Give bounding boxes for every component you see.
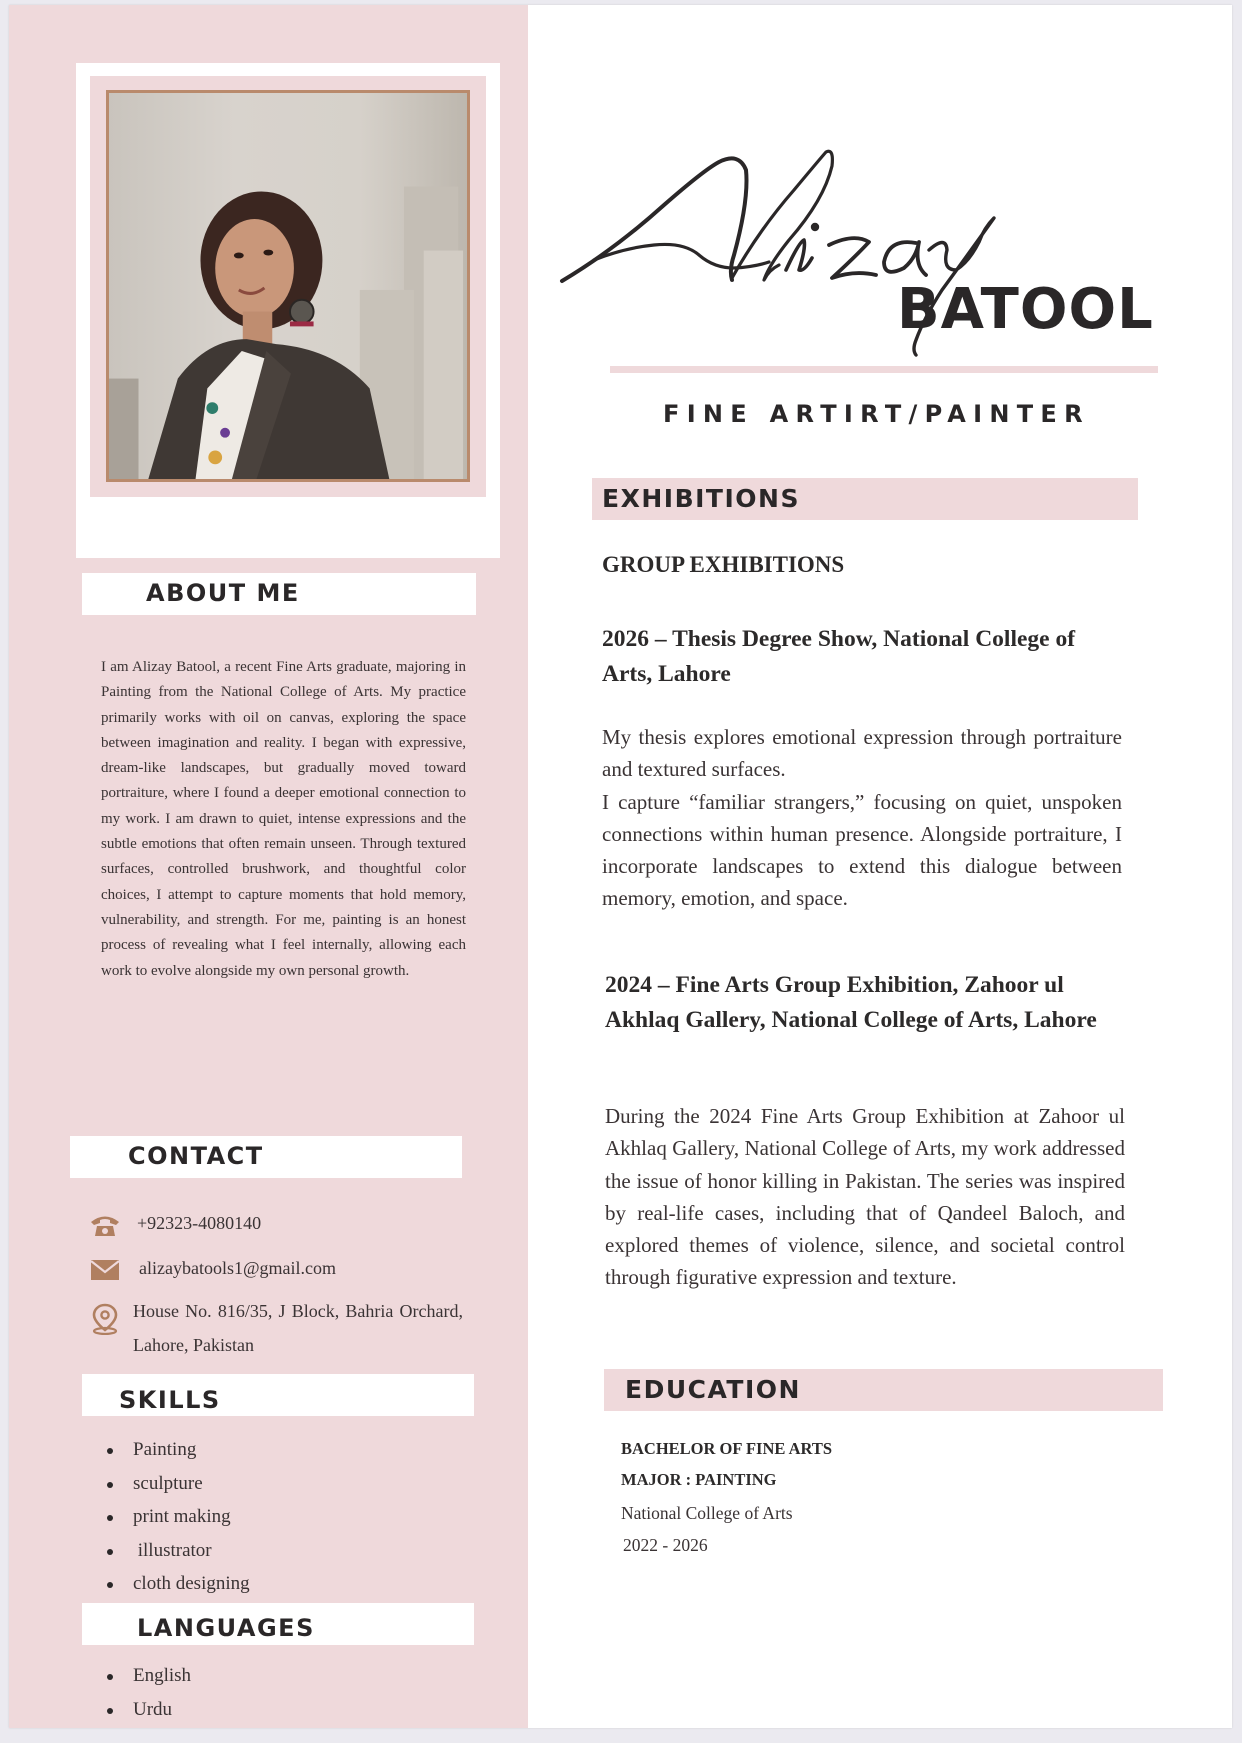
language-item: English (101, 1661, 191, 1695)
sidebar (9, 5, 528, 1728)
education-years: 2022 - 2026 (623, 1535, 708, 1555)
skill-item: sculpture (101, 1469, 250, 1503)
languages-list (101, 1661, 191, 1728)
profile-photo (106, 90, 470, 482)
job-title: FINE ARTIRT/PAINTER (663, 400, 1090, 428)
contact-title: CONTACT (128, 1142, 264, 1170)
skills-title: SKILLS (119, 1386, 221, 1414)
education-title: EDUCATION (625, 1375, 801, 1404)
contact-address (87, 1295, 472, 1362)
mail-icon (87, 1252, 123, 1280)
location-pin-icon (87, 1295, 123, 1323)
skill-item: cloth designing (101, 1569, 250, 1603)
about-me-title: ABOUT ME (146, 579, 300, 607)
skill-item: illustrator (101, 1536, 250, 1570)
exhibitions-header (592, 478, 1138, 520)
last-name: BATOOL (897, 277, 1154, 342)
skills-header (82, 1374, 474, 1416)
exhibition-description (602, 721, 1122, 915)
exhibitions-title: EXHIBITIONS (602, 484, 800, 513)
contact-email (87, 1252, 336, 1285)
institution-name: National College of Arts (621, 1503, 793, 1523)
skill-item: Painting (101, 1435, 250, 1469)
resume-page (9, 5, 1232, 1728)
languages-header (82, 1603, 474, 1645)
exhibition-description-line: I capture “familiar strangers,” focusing on quiet, unspoken connections within human presence. Alongside portraiture, I incorporate landscapes to extend this dialogue between memory, emotion, and space. (602, 789, 1122, 911)
about-me-text: I am Alizay Batool, a recent Fine Arts graduate, majoring in Painting from the National College of Arts. My practice primarily works with oil on canvas, exploring the space between imagination and reality. I began with expressive, dream-like landscapes, but gradually moved toward portraiture, where I found a deeper emotional connection to my work. I am drawn to quiet, intense expressions and the subtle emotions that often remain unseen. Through textured surfaces, controlled brushwork, and thoughtful color choices, I attempt to capture moments that hold memory, vulnerability, and strength. For me, painting is an honest process of revealing what I feel internally, allowing each work to evolve alongside my own personal growth. (101, 659, 466, 979)
name-divider (610, 366, 1158, 373)
group-exhibitions-subtitle: GROUP EXHIBITIONS (602, 552, 845, 577)
degree-name: BACHELOR OF FINE ARTS (621, 1439, 833, 1458)
exhibition-description: During the 2024 Fine Arts Group Exhibition at Zahoor ul Akhlaq Gallery, National College of Arts, my work addressed the issue of honor killing in Pakistan. The series was inspired by real-life cases, including that of Qandeel Baloch, and explored themes of violence, silence, and societal control through figurative expression and texture. (605, 1104, 1125, 1290)
education-header (604, 1369, 1163, 1411)
photo-frame (76, 63, 500, 558)
exhibition-title: 2024 – Fine Arts Group Exhibition, Zahoor ul Akhlaq Gallery, National College of Arts, Lahore (605, 972, 1097, 1033)
degree-major: MAJOR : PAINTING (621, 1470, 777, 1489)
skills-list (101, 1435, 250, 1603)
skill-item: print making (101, 1502, 250, 1536)
photo-mat (90, 76, 486, 497)
contact-header (70, 1136, 462, 1178)
phone-icon (87, 1207, 123, 1235)
address-text: House No. 816/35, J Block, Bahria Orchard, Lahore, Pakistan (133, 1301, 463, 1355)
exhibition-title: 2026 – Thesis Degree Show, National College of Arts, Lahore (602, 626, 1076, 687)
language-item: Urdu (101, 1695, 191, 1729)
about-me-header (82, 573, 476, 615)
contact-phone (87, 1207, 261, 1240)
phone-number-link[interactable]: +92323-4080140 (137, 1213, 262, 1233)
languages-title: LANGUAGES (137, 1614, 315, 1642)
email-link[interactable]: alizaybatools1@gmail.com (139, 1258, 337, 1278)
exhibition-description-line: My thesis explores emotional expression through portraiture and textured surfaces. (602, 725, 1122, 782)
portrait-illustration (109, 93, 467, 479)
